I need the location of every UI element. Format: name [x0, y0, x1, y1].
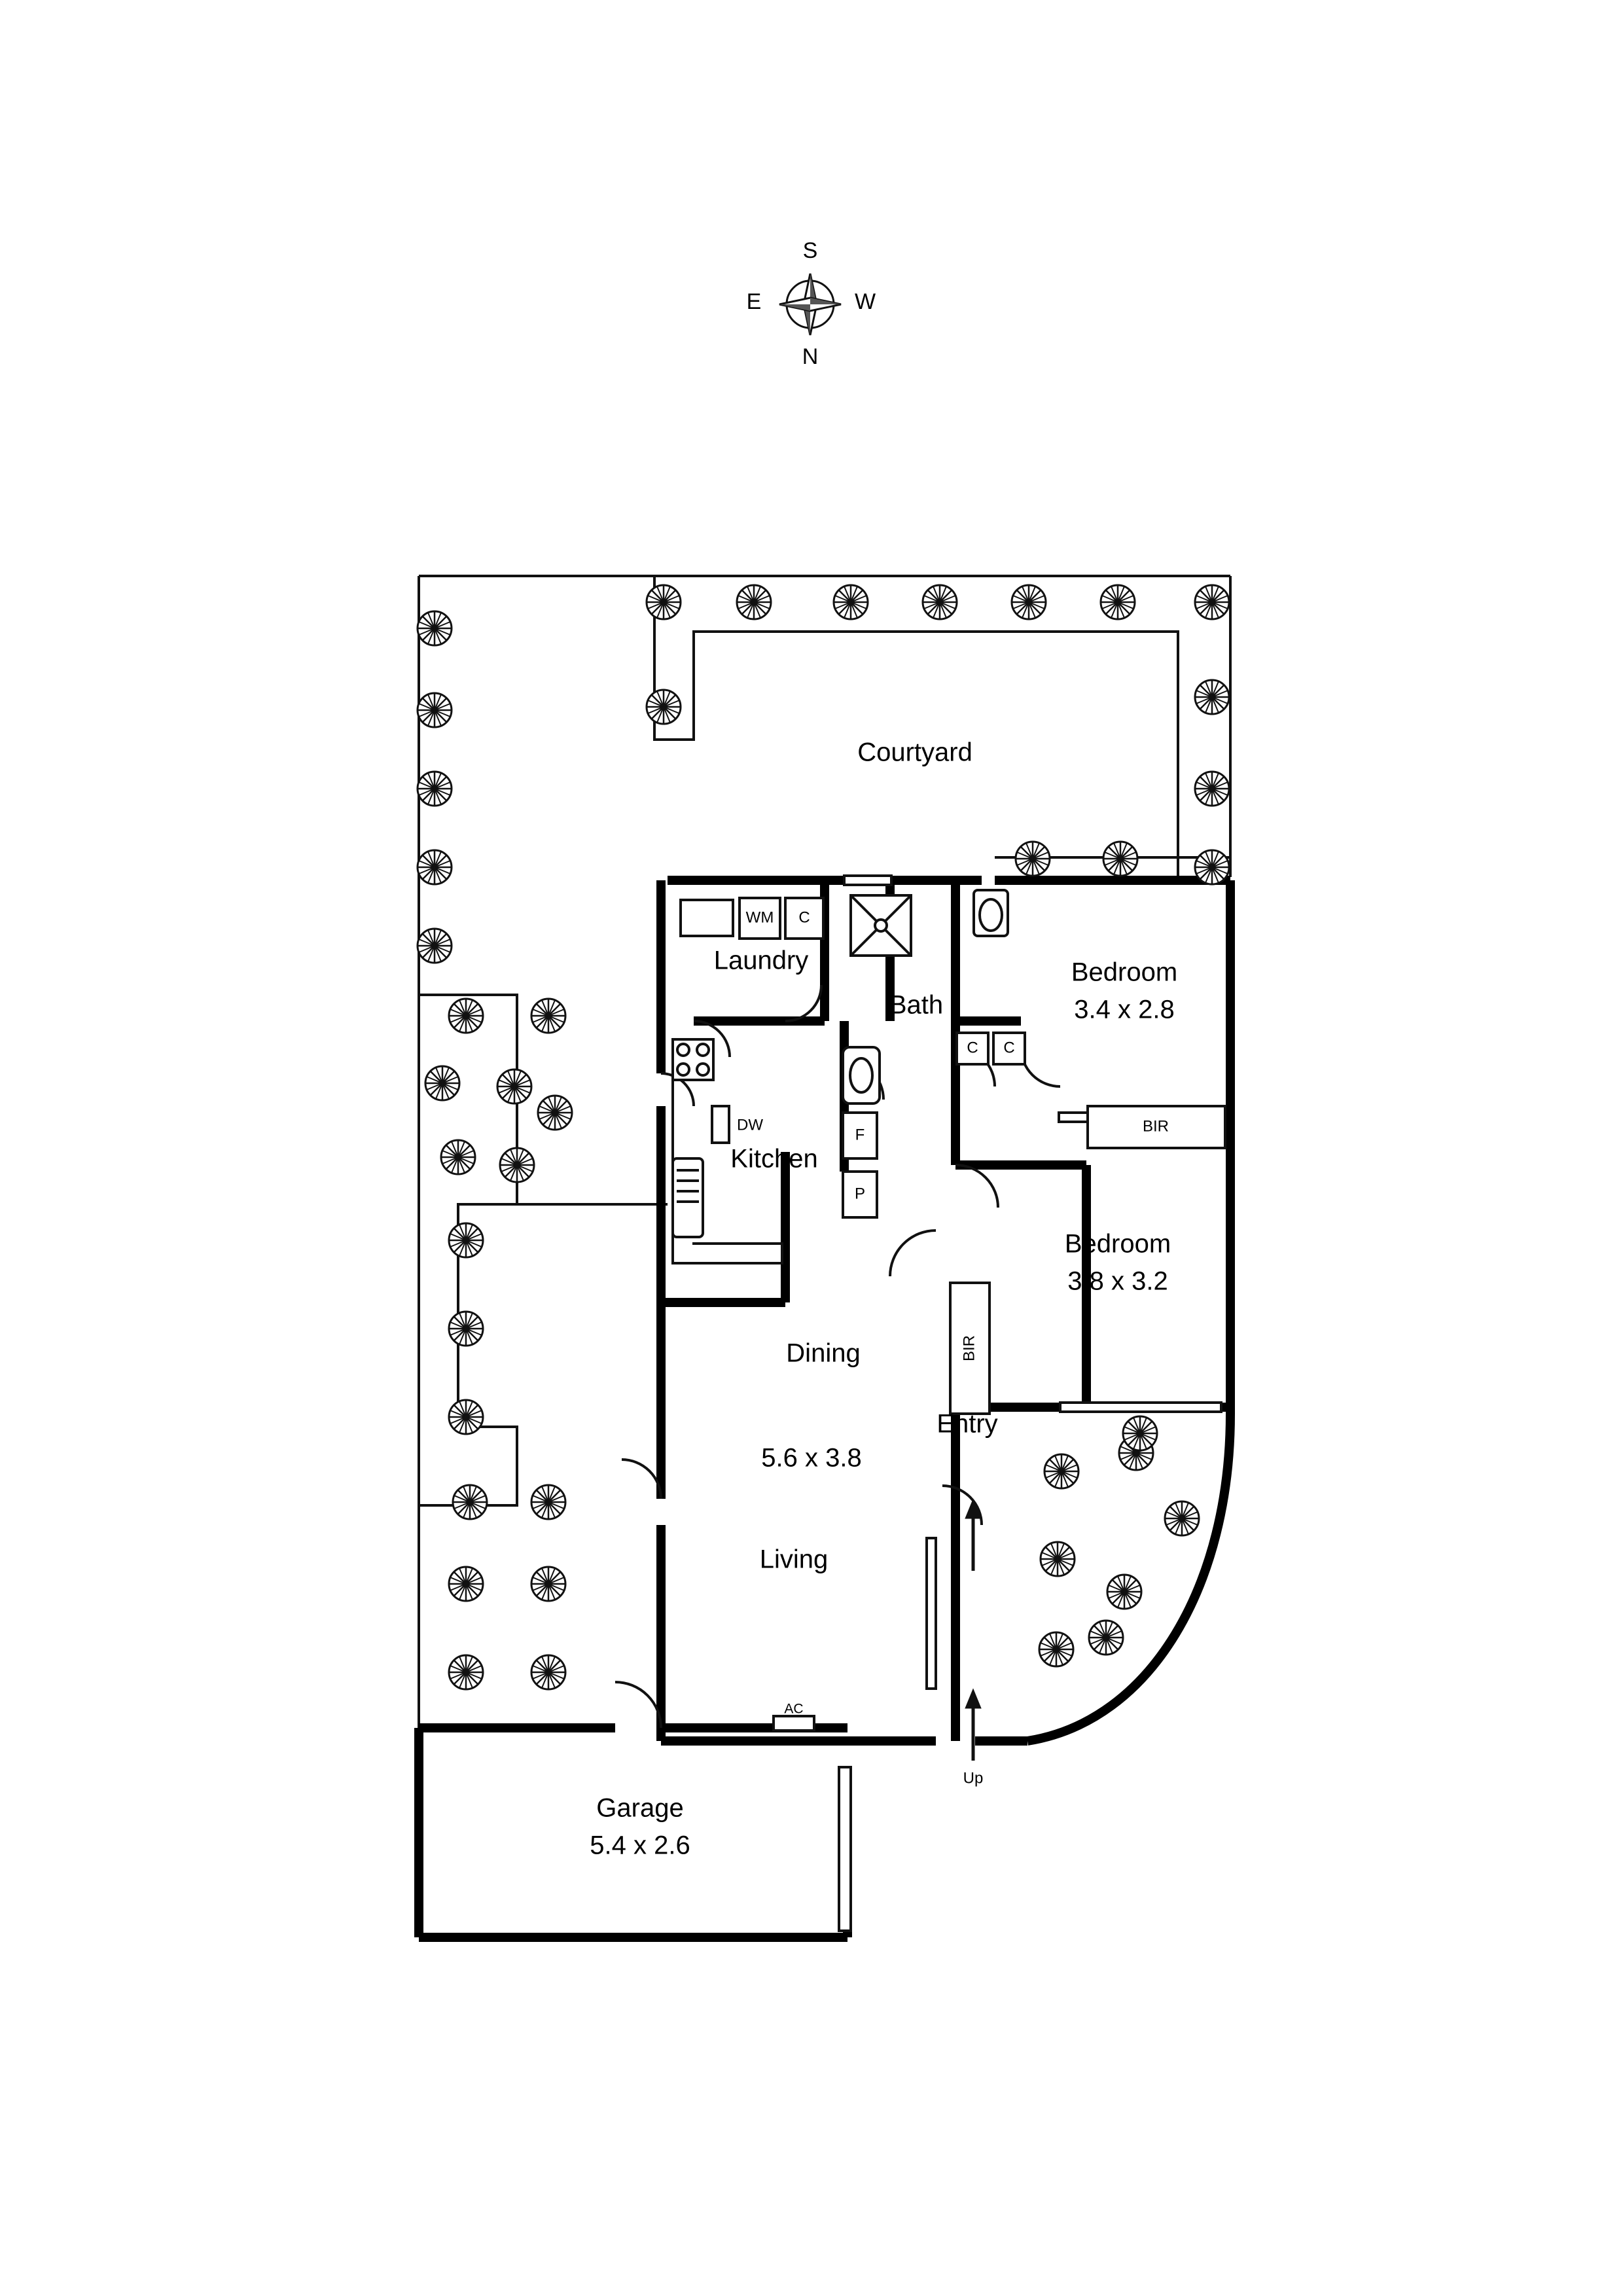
room-label-laundry: Laundry — [713, 946, 809, 975]
compass-rose — [747, 238, 876, 369]
compass-label-left: E — [746, 289, 762, 314]
label-cupboard-hall-b: C — [1003, 1039, 1015, 1057]
label-pantry: P — [854, 1185, 866, 1203]
room-dimensions-bedroom-1: 3.4 x 2.8 — [1074, 995, 1175, 1024]
label-air-conditioner: AC — [784, 1701, 804, 1717]
compass-label-bottom: N — [802, 344, 819, 369]
label-washing-machine: WM — [745, 908, 774, 927]
entry-arrows — [967, 1503, 979, 1761]
compass-label-top: S — [802, 238, 818, 263]
garage-door — [839, 1767, 851, 1931]
room-dimensions-bedroom-2: 3.8 x 3.2 — [1067, 1266, 1168, 1296]
room-dimensions-dining: 5.6 x 3.8 — [761, 1443, 862, 1473]
room-label-bath: Bath — [889, 990, 944, 1020]
label-dishwasher: DW — [737, 1116, 763, 1134]
room-label-dining: Dining — [786, 1338, 861, 1368]
label-bir-bedroom-2: BIR — [960, 1335, 978, 1362]
room-label-entry: Entry — [936, 1409, 998, 1439]
room-label-living: Living — [759, 1545, 829, 1574]
room-label-courtyard: Courtyard — [857, 738, 972, 767]
room-label-kitchen: Kitchen — [730, 1144, 818, 1174]
room-label-bedroom-1: Bedroom — [1071, 958, 1178, 987]
room-dimensions-garage: 5.4 x 2.6 — [590, 1831, 690, 1860]
label-fridge: F — [855, 1126, 865, 1144]
room-label-bedroom-2: Bedroom — [1064, 1229, 1171, 1259]
label-cupboard-hall-a: C — [967, 1039, 978, 1057]
label-cupboard-laundry: C — [798, 908, 810, 927]
label-bir-bedroom-1: BIR — [1142, 1117, 1169, 1136]
room-label-garage: Garage — [596, 1793, 684, 1823]
compass-label-right: W — [854, 289, 876, 314]
label-stairs-up: Up — [963, 1769, 984, 1787]
